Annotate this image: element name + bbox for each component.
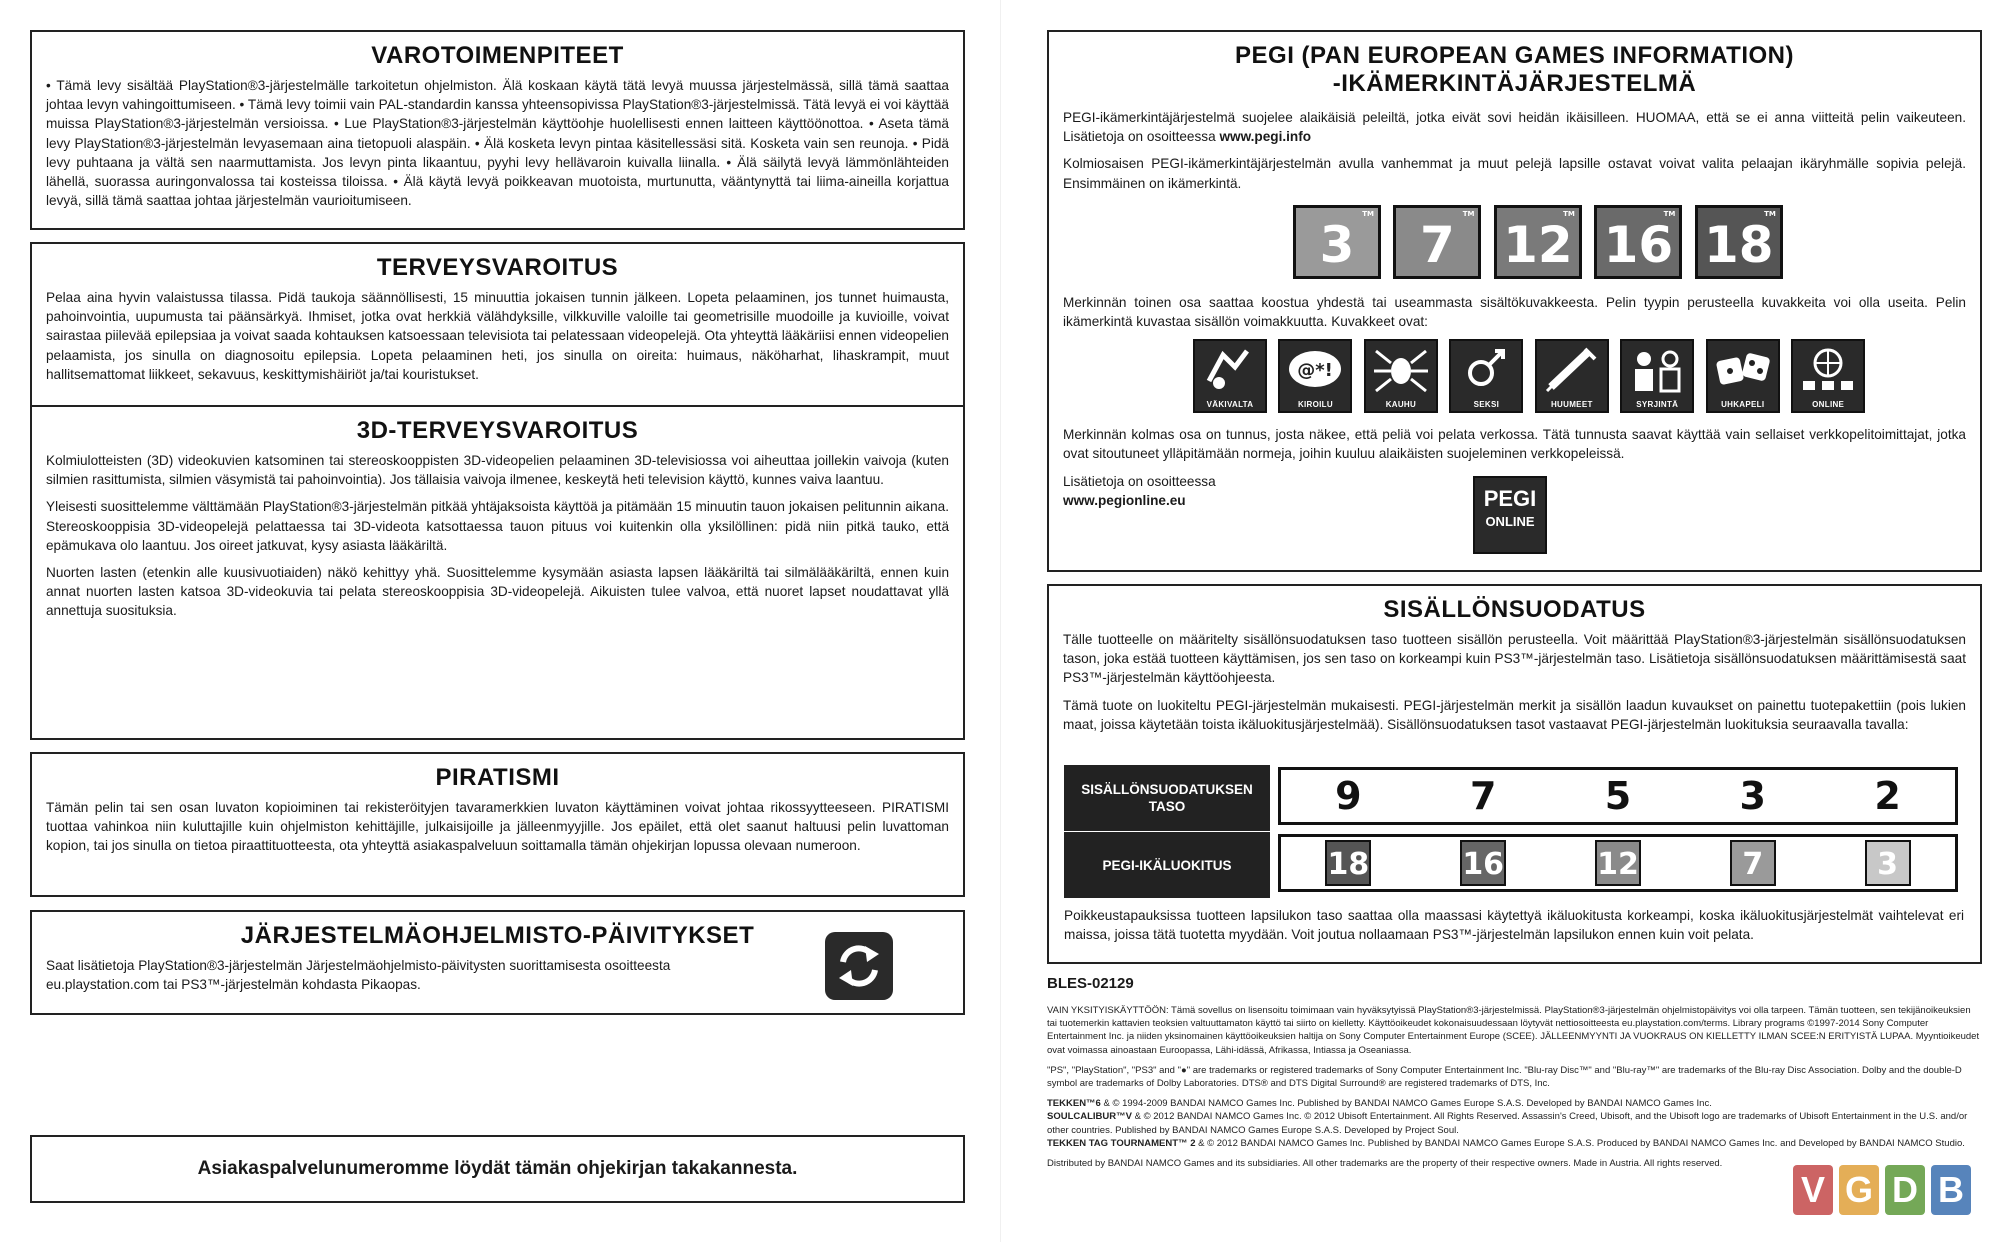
product-code: BLES-02129: [1047, 975, 1134, 992]
pegi-title-line2: -IKÄMERKINTÄJÄRJESTELMÄ: [1332, 70, 1697, 97]
health3d-p1: Kolmiulotteisten (3D) videokuvien katsominen tai stereoskooppisten 3D-videopelien pelaaminen 3D-televisiossa voi aiheuttaa joillekin vaivoja (kuten silmien rasittumista, silmien väsymistä tai pahoinvointia). Jos tällaisia vaivoja ilmenee, keskeytä heti television käyttö, kunnes vaiva laantuu.: [46, 453, 949, 488]
filter-level-value: 2: [1874, 774, 1901, 818]
watermark-letter: V: [1793, 1165, 1833, 1215]
pegi-3-tm: TM: [1362, 209, 1374, 218]
pegi-p1: [1063, 108, 1966, 146]
filter-p3: Poikkeustapauksissa tuotteen lapsilukon taso saattaa olla maassasi käytettyä ikäluokitusta korkeampi, koska ikäluokitusjärjestelmät vaihtelevat eri maissa, joissa tätä tuotetta myydään. Voit joutua nollaamaan PS3™-järjestelmän lapsilukon ennen kuin voit pelata.: [1064, 908, 1964, 943]
precautions-title: VAROTOIMENPITEET: [371, 42, 624, 69]
pegi-p5: Lisätietoja on osoitteessa: [1063, 473, 1216, 489]
filter-level-label: [1064, 765, 1270, 831]
pegi-age-badge: 18: [1325, 840, 1371, 886]
piracy-title: PIRATISMI: [435, 764, 560, 791]
filter-p1: Tälle tuotteelle on määritelty sisällönsuodatuksen taso tuotteen sisällön perusteella. Voit määrittää PlayStation®3-järjestelmän sisällönsuodatuksen tason, joka estää tuotteen käyttämisen, jos sen taso on korkeampi kuin PS3™-järjestelmän taso. Lisätietoja sisällönsuodatuksen määrittämisestä saat PS3™-järjestelmän käyttöohjeesta.: [1063, 632, 1966, 686]
customer-section: [30, 1135, 965, 1203]
legal-license: VAIN YKSITYISKÄYTTÖÖN: Tämä sovellus on lisensoitu toimimaan vain hyväksytyissä PlayStation®3-järjestelmissä. PlayStation®3-järjestelmän ohjelmistopäivitys voi olla tarpeen. Tämän tuotteen, sen tekijänoikeuksien tai tuotemerkin kattavien teoksien valtuuttamaton käyttö tai siirto on kielletty. Käyttöoikeudet kokonaisuudessaan löytyvät nettiosoitteesta eu.playstation.com/terms. Library programs ©1997-2014 Sony Computer Entertainment Inc. ja niiden yksinomainen käyttöoikeuksien haltija on Sony Computer Entertainment Europe (SCEE). JÄLLEENMYYNTI JA VUOKRAUS ON KIELLETTY ILMAN SCEE:N ERITYISTÄ LUPAA. Myyntioikeudet ovat voimassa ainoastaan Euroopassa, Lähi-idässä, Afrikassa, Intiassa ja Oseaniassa.: [1047, 1005, 1980, 1056]
pegi-16-tm: TM: [1663, 209, 1676, 218]
pegi-descriptors-row: [1193, 339, 1966, 413]
watermark-letter: B: [1931, 1165, 1971, 1215]
fear-icon: [1364, 339, 1438, 413]
pegi-p1-text: PEGI-ikämerkintäjärjestelmä suojelee alaikäisiä peleiltä, jotka eivät sovi heidän ikäisilleen. HUOMAA, että se ei anna viitteitä pelin vaikeuteen. Lisätietoja on osoitteessa: [1063, 110, 1966, 145]
filter-level-value: 3: [1739, 774, 1766, 818]
pegi-12-tm: TM: [1563, 209, 1575, 218]
page-fold: [1000, 0, 1001, 1242]
tekken6-name: TEKKEN™6: [1047, 1098, 1101, 1110]
pegi-7-badge: [1393, 205, 1481, 279]
filter-level-label-b: TASO: [1148, 799, 1186, 814]
svg-text:@*!: @*!: [1297, 360, 1334, 382]
pegi-age-badge: 12: [1595, 840, 1641, 886]
pegi-title-line1: PEGI (PAN EUROPEAN GAMES INFORMATION): [1235, 42, 1794, 69]
health3d-title: 3D-TERVEYSVAROITUS: [356, 417, 639, 444]
pegi-age-badge: 7: [1730, 840, 1776, 886]
pegi-18-badge: [1695, 205, 1783, 279]
pegi-18-label: 18: [1704, 215, 1774, 274]
pegi-online-logo-bottom: ONLINE: [1485, 514, 1535, 529]
precautions-body: • Tämä levy sisältää PlayStation®3-järjestelmälle tarkoitetun ohjelmiston. Älä koskaan käytä tätä levyä muussa järjestelmässä, sillä tämä saattaa johtaa levyn vahingoittumiseen. • Tämä levy toimii vain PAL-standardin kanssa yhteensopivissa PlayStation®3-järjestelmissä. Tätä levyä ei voi käyttää muissa PlayStation®3-järjestelmän versioissa. • Lue PlayStation®3-järjestelmän käyttöohje huolellisesti ennen laitteen käyttöönottoa. • Aseta tämä levy PlayStation®3-järjestelmän levyasemaan aina tietopuoli alaspäin. • Älä kosketa levyn pintaa käsitellessäsi sitä. Kosketa vain sen reunoja. • Pidä levy puhtaana ja vältä sen naarmuttamista. Jos levyn pinta likaantuu, pyyhi levy hellävaroin kuivalla liinalla. • Älä säilytä levyä lämmönlähteiden lähellä, suorassa auringonvalossa tai kosteissa tiloissa. • Älä käytä levyä poikkeavan muotoista, murtunutta, vääntynyttä tai liima-aineilla korjattua levyä, sillä tämä saattaa johtaa järjestelmän vaurioitumiseen.: [46, 78, 949, 209]
discrimination-label: SYRJINTÄ: [1636, 400, 1679, 410]
pegi-16-label: 16: [1603, 215, 1674, 274]
health3d-p2: Yleisesti suosittelemme välttämään PlayStation®3-järjestelmän pitkää yhtäjaksoista käyttöä ja pitämään 15 minuutin tauon jokaisen pelitunnin aikana. Stereoskooppisia 3D-videopelejä pelattaessa tai 3D-videota katsottaessa tauon pituus voi kuitenkin olla yksilöllinen: pidä niin pitkä tauko, että epämukava olo laantuu. Jos oireet jatkuvat, kysy asiasta lääkäriltä.: [46, 499, 949, 553]
pegi-online-logo-top: PEGI: [1483, 486, 1537, 511]
gambling-icon: [1706, 339, 1780, 413]
customer-text: Asiakaspalvelunumeromme löydät tämän ohjekirjan takakannesta.: [197, 1158, 798, 1179]
pegi-age-badge: 16: [1460, 840, 1506, 886]
ttt2-text: & © 2012 BANDAI NAMCO Games Inc. Published by BANDAI NAMCO Games Europe S.A.S. Produced by BANDAI NAMCO Games Inc. and Developed by BANDAI NAMCO Studio.: [1195, 1137, 1965, 1149]
filter-level-value: 5: [1604, 774, 1632, 818]
pegi-online-logo: [1473, 476, 1547, 554]
pegi-16-badge: [1594, 205, 1682, 279]
legal-block: [1047, 975, 1982, 1170]
sex-label: SEKSI: [1473, 400, 1500, 410]
tekken6-text: & © 1994-2009 BANDAI NAMCO Games Inc. Published by BANDAI NAMCO Games Europe S.A.S. Developed by BANDAI NAMCO Games Inc.: [1100, 1098, 1712, 1110]
update-icon: [825, 932, 893, 1000]
filter-level-value: 7: [1469, 774, 1497, 818]
health3d-section: [30, 405, 965, 740]
filter-p2: Tämä tuote on luokiteltu PEGI-järjestelmän mukaisesti. PEGI-järjestelmän merkit ja sisällön laadun kuvaukset on painettu tuotepakettiin (pois lukien maat, joissa käytetään toista ikäluokitusjärjestelmää). Sisällönsuodatuksen tasot vastaavat PEGI-järjestelmän luokituksia seuraavalla tavalla:: [1063, 697, 1966, 732]
pegi-p4: Merkinnän kolmas osa on tunnus, josta näkee, että peliä voi pelata verkossa. Tätä tunnusta saavat käyttää vain sellaiset verkkopelitoimittajat, jotka ovat sitoutuneet ylläpitämään normeja, joihin kuuluu alaikäisten suojeleminen verkkopeleissä.: [1063, 427, 1966, 462]
pegi-18-tm: TM: [1764, 209, 1776, 218]
filter-level-cells: [1278, 767, 1958, 825]
pegi-p2: Kolmiosaisen PEGI-ikämerkintäjärjestelmän avulla vanhemmat ja muut pelejä lapsille ostavat voivat valita pelaajan ikäryhmälle sopivia pelejä. Ensimmäinen on ikämerkintä.: [1063, 156, 1966, 191]
pegi-7-tm: TM: [1462, 209, 1475, 218]
pegi-online-link[interactable]: www.pegionline.eu: [1063, 492, 1186, 508]
health3d-p3: Nuorten lasten (etenkin alle kuusivuotiaiden) näkö kehittyy yhä. Suosittelemme kysymään asiasta lapsen lääkäriltä tai silmälääkäriltä, ennen kuin annat nuorten lasten katsoa 3D-videokuvia tai pelata stereoskooppisia 3D-videopelejä. Aikuisten tulee valvoa, että nuoret lapset noudattavat yllä annettuja suosituksia.: [46, 565, 949, 619]
online-icon: [1791, 339, 1865, 413]
watermark-letter: D: [1885, 1165, 1925, 1215]
pegi-ratings-row: [1293, 205, 1966, 279]
pegi-info-link[interactable]: www.pegi.info: [1219, 129, 1312, 145]
health-section: [30, 242, 965, 407]
gambling-label: UHKAPELI: [1721, 400, 1765, 410]
discrimination-icon: [1620, 339, 1694, 413]
pegi-age-label: PEGI-IKÄLUOKITUS: [1064, 832, 1270, 898]
ttt2-name: TEKKEN TAG TOURNAMENT™ 2: [1047, 1137, 1196, 1149]
violence-label: VÄKIVALTA: [1206, 400, 1254, 410]
legal-tekken6: [1047, 1097, 1982, 1110]
bad-language-icon: [1278, 339, 1352, 413]
drugs-icon: [1535, 339, 1609, 413]
legal-ttt2: [1047, 1137, 1982, 1150]
updates-body: Saat lisätietoja PlayStation®3-järjestelmän Järjestelmäohjelmisto-päivitysten suorittamisesta osoitteesta eu.playstation.com tai PS3™-järjestelmän kohdasta Pikaopas.: [46, 958, 671, 993]
updates-section: [30, 910, 965, 1015]
pegi-12-label: 12: [1503, 215, 1573, 274]
health-body: Pelaa aina hyvin valaistussa tilassa. Pidä taukoja säännöllisesti, 15 minuuttia jokaisen tunnin jälkeen. Lopeta pelaaminen, jos tunnet huimausta, pahoinvointia, uupumusta tai päänsärkyä. Ihmiset, jotka ovat herkkiä välähdyksille, vilkkuville valoille tai geometrisille muodoille ja kuvioille, voivat sairastaa piilevää epilepsiaa ja voivat saada kohtauksen katsoessaan televisiota tai pelatessaan videopelejä. Ota yhteyttä lääkäriisi ennen videopelien pelaamista, jos sinulla on diagnosoitu epilepsia. Lopeta pelaaminen heti, jos sinulla on oireita: huimaus, näköharhat, lihaskrampit, muut hallitsemattomat liikkeet, sekavuus, keskittymishäiriöt ja/tai kouristukset.: [46, 290, 949, 382]
fear-label: KAUHU: [1385, 400, 1417, 410]
precautions-section: [30, 30, 965, 230]
pegi-age-badge: 3: [1865, 840, 1911, 886]
filter-level-value: 9: [1335, 774, 1362, 818]
piracy-body: Tämän pelin tai sen osan luvaton kopioiminen tai rekisteröityjen tavaramerkkien luvaton käyttäminen voivat johtaa rikossyytteeseen. PIRATISMI tuottaa vahinkoa niin kuluttajille kuin ohjelmiston kehittäjille, julkaisijoille ja jälleenmyyjille. Jos epäilet, että olet saanut haltuusi pelin luvattoman kopion, tai jos sinulla on tietoa piraattituotteesta, ota yhteyttä asiakaspalveluun soittamalla tämän ohjekirjan lopussa olevaan numeroon.: [46, 800, 949, 854]
pegi-age-cells: [1278, 834, 1958, 892]
drugs-label: HUUMEET: [1550, 400, 1593, 410]
pegi-12-badge: [1494, 205, 1582, 279]
pegi-age-row: [1064, 832, 1962, 898]
health-title: TERVEYSVAROITUS: [376, 254, 619, 281]
legal-soulcalibur: [1047, 1110, 1982, 1136]
filter-level-row: [1064, 765, 1962, 831]
filter-title: SISÄLLÖNSUODATUS: [1383, 596, 1646, 623]
pegi-p3: Merkinnän toinen osa saattaa koostua yhdestä tai useammasta sisältökuvakkeesta. Pelin tyypin perusteella kuvakkeita voi olla useita. Pelin ikämerkintä kuvastaa sisällön voimakkuutta. Kuvakkeet ovat:: [1063, 294, 1966, 330]
filter-level-label-a: SISÄLLÖNSUODATUKSEN: [1081, 782, 1253, 797]
pegi-section: [1047, 30, 1982, 572]
legal-distributed: Distributed by BANDAI NAMCO Games and its subsidiaries. All other trademarks are the property of their respective owners. Made in Austria. All rights reserved.: [1047, 1158, 1723, 1170]
violence-icon: [1193, 339, 1267, 413]
legal-trademarks: "PS", "PlayStation", "PS3" and "●" are trademarks or registered trademarks of Sony Computer Entertainment Inc. "Blu-ray Disc™" and "Blu-ray™" are trademarks of the Blu-ray Disc Association. Dolby and the double-D symbol are trademarks of Dolby Laboratories. DTS® and DTS Digital Surround® are registered trademarks of DTS, Inc.: [1047, 1064, 1962, 1090]
soulcalibur-name: SOULCALIBUR™V: [1047, 1111, 1132, 1123]
pegi-3-label: 3: [1319, 215, 1355, 274]
pegi-7-label: 7: [1420, 215, 1455, 274]
bad-language-label: KIROILU: [1297, 400, 1333, 410]
updates-title: JÄRJESTELMÄOHJELMISTO-PÄIVITYKSET: [240, 922, 755, 949]
soulcalibur-text: & © 2012 BANDAI NAMCO Games Inc. © 2012 Ubisoft Entertainment. All Rights Reserved. Assassin's Creed, Ubisoft, and the Ubisoft logo are trademarks of Ubisoft Entertainment in the U.S. and/or other countries. Published by BANDAI NAMCO Games Europe S.A.S. Developed by Project Soul.: [1047, 1111, 1968, 1136]
piracy-section: [30, 752, 965, 897]
online-label: ONLINE: [1812, 400, 1845, 410]
watermark-letter: G: [1839, 1165, 1879, 1215]
pegi-3-badge: [1293, 205, 1381, 279]
vgdb-watermark: [1793, 1165, 1971, 1215]
sex-icon: [1449, 339, 1523, 413]
